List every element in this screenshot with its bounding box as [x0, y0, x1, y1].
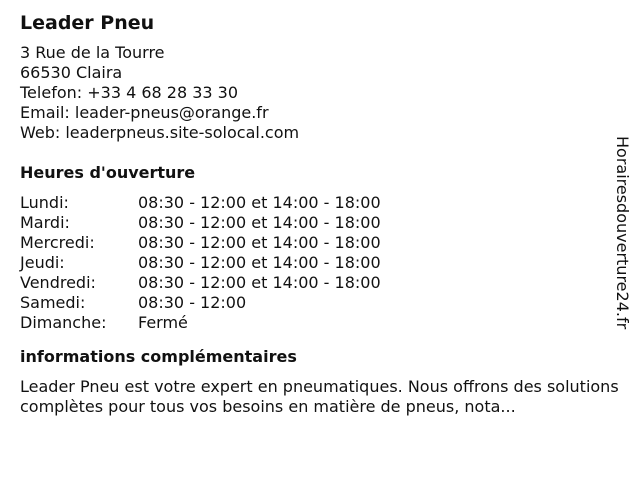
hours-day: Samedi:	[20, 293, 86, 312]
website: Web: leaderpneus.site-solocal.com	[20, 123, 300, 142]
opening-hours-heading: Heures d'ouverture	[20, 163, 196, 182]
address-city: 66530 Claira	[20, 63, 123, 82]
address-street: 3 Rue de la Tourre	[20, 43, 165, 62]
hours-day: Mercredi:	[20, 233, 95, 252]
hours-row-sunday	[20, 313, 620, 333]
hours-day: Jeudi:	[20, 253, 65, 272]
hours-row-monday	[20, 193, 620, 213]
hours-row-saturday	[20, 293, 620, 313]
hours-time: 08:30 - 12:00 et 14:00 - 18:00	[138, 193, 381, 212]
hours-time: 08:30 - 12:00	[138, 293, 247, 312]
hours-time: 08:30 - 12:00 et 14:00 - 18:00	[138, 273, 381, 292]
business-card	[20, 11, 620, 417]
hours-day: Dimanche:	[20, 313, 107, 332]
hours-day: Lundi:	[20, 193, 69, 212]
email-address: Email: leader-pneus@orange.fr	[20, 103, 269, 122]
additional-info-heading: informations complémentaires	[20, 347, 297, 366]
hours-day: Mardi:	[20, 213, 70, 232]
hours-time: Fermé	[138, 313, 188, 332]
business-description: Leader Pneu est votre expert en pneumatiques. Nous offrons des solutions complètes pour tous vos besoins en matière de pneus, nota...	[20, 377, 619, 416]
hours-day: Vendredi:	[20, 273, 96, 292]
hours-time: 08:30 - 12:00 et 14:00 - 18:00	[138, 213, 381, 232]
hours-row-wednesday	[20, 233, 620, 253]
hours-row-friday	[20, 273, 620, 293]
business-name: Leader Pneu	[20, 12, 155, 34]
hours-row-thursday	[20, 253, 620, 273]
hours-time: 08:30 - 12:00 et 14:00 - 18:00	[138, 233, 381, 252]
hours-time: 08:30 - 12:00 et 14:00 - 18:00	[138, 253, 381, 272]
hours-row-tuesday	[20, 213, 620, 233]
site-watermark: Horairesdouverture24.fr	[613, 136, 632, 330]
phone-number: Telefon: +33 4 68 28 33 30	[20, 83, 239, 102]
